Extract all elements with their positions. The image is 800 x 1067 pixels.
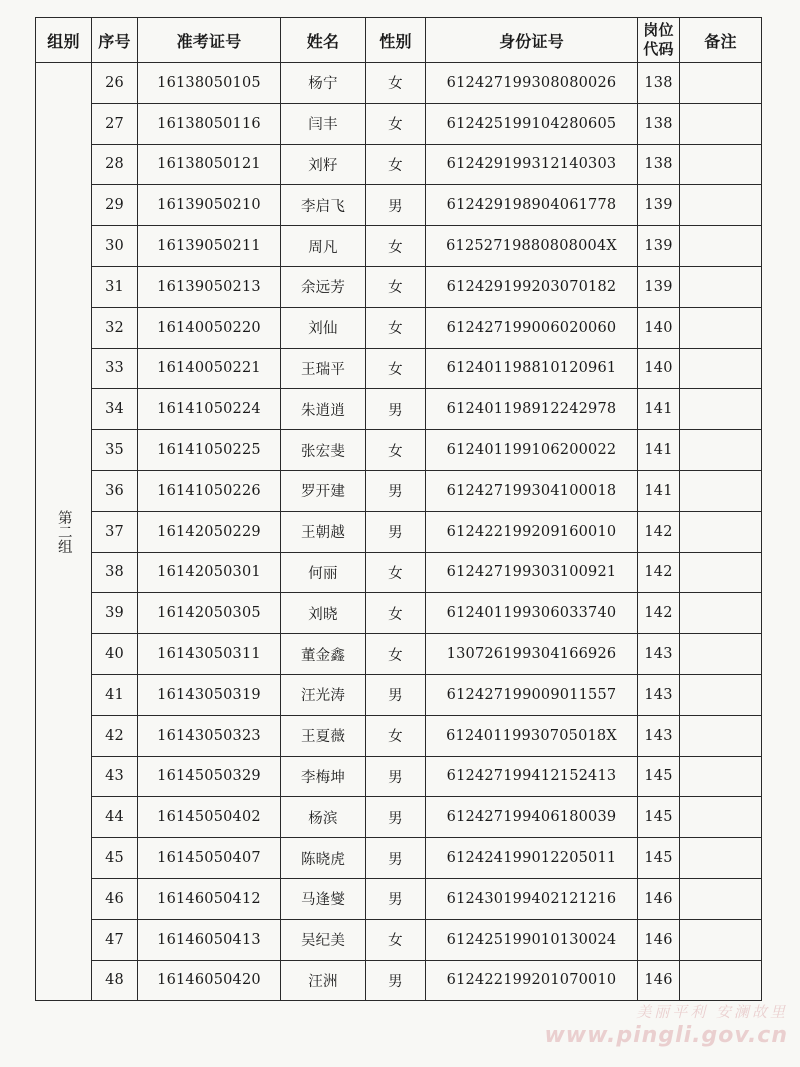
gender-cell: 男 bbox=[366, 756, 426, 797]
post-code-cell: 143 bbox=[638, 634, 680, 675]
seq-cell: 35 bbox=[92, 430, 138, 471]
id-no-cell: 612427199304100018 bbox=[426, 470, 638, 511]
header-name: 姓名 bbox=[281, 18, 366, 63]
exam-no-cell: 16142050305 bbox=[138, 593, 281, 634]
gender-cell: 男 bbox=[366, 878, 426, 919]
exam-no-cell: 16143050323 bbox=[138, 715, 281, 756]
exam-no-cell: 16146050412 bbox=[138, 878, 281, 919]
remarks-cell bbox=[680, 552, 762, 593]
id-no-cell: 612427199412152413 bbox=[426, 756, 638, 797]
id-no-cell: 61240119930705018X bbox=[426, 715, 638, 756]
table-row bbox=[36, 838, 762, 879]
gender-cell: 男 bbox=[366, 511, 426, 552]
id-no-cell: 612429199203070182 bbox=[426, 266, 638, 307]
remarks-cell bbox=[680, 226, 762, 267]
table-row bbox=[36, 797, 762, 838]
name-cell: 何丽 bbox=[281, 552, 366, 593]
exam-no-cell: 16139050213 bbox=[138, 266, 281, 307]
gender-cell: 女 bbox=[366, 266, 426, 307]
seq-cell: 34 bbox=[92, 389, 138, 430]
exam-no-cell: 16138050121 bbox=[138, 144, 281, 185]
remarks-cell bbox=[680, 307, 762, 348]
exam-no-cell: 16138050116 bbox=[138, 103, 281, 144]
table-row bbox=[36, 756, 762, 797]
header-group: 组别 bbox=[36, 18, 92, 63]
post-code-cell: 145 bbox=[638, 838, 680, 879]
table-row bbox=[36, 266, 762, 307]
remarks-cell bbox=[680, 960, 762, 1001]
id-no-cell: 612430199402121216 bbox=[426, 878, 638, 919]
remarks-cell bbox=[680, 593, 762, 634]
remarks-cell bbox=[680, 838, 762, 879]
name-cell: 闫丰 bbox=[281, 103, 366, 144]
table-row bbox=[36, 144, 762, 185]
name-cell: 王朝越 bbox=[281, 511, 366, 552]
watermark-slogan: 美丽平利 安澜故里 bbox=[636, 1002, 788, 1021]
exam-no-cell: 16138050105 bbox=[138, 63, 281, 104]
id-no-cell: 612401198810120961 bbox=[426, 348, 638, 389]
table-row bbox=[36, 552, 762, 593]
post-code-cell: 141 bbox=[638, 389, 680, 430]
gender-cell: 男 bbox=[366, 185, 426, 226]
seq-cell: 41 bbox=[92, 674, 138, 715]
table-row bbox=[36, 185, 762, 226]
remarks-cell bbox=[680, 511, 762, 552]
id-no-cell: 612401199306033740 bbox=[426, 593, 638, 634]
exam-no-cell: 16140050220 bbox=[138, 307, 281, 348]
post-code-cell: 145 bbox=[638, 756, 680, 797]
post-code-cell: 139 bbox=[638, 185, 680, 226]
seq-cell: 37 bbox=[92, 511, 138, 552]
exam-no-cell: 16145050402 bbox=[138, 797, 281, 838]
gender-cell: 女 bbox=[366, 430, 426, 471]
id-no-cell: 612401199106200022 bbox=[426, 430, 638, 471]
id-no-cell: 612427199303100921 bbox=[426, 552, 638, 593]
remarks-cell bbox=[680, 266, 762, 307]
name-cell: 汪洲 bbox=[281, 960, 366, 1001]
exam-no-cell: 16141050226 bbox=[138, 470, 281, 511]
gender-cell: 女 bbox=[366, 103, 426, 144]
remarks-cell bbox=[680, 878, 762, 919]
post-code-cell: 139 bbox=[638, 266, 680, 307]
post-code-cell: 138 bbox=[638, 144, 680, 185]
exam-no-cell: 16142050229 bbox=[138, 511, 281, 552]
name-cell: 罗开建 bbox=[281, 470, 366, 511]
exam-no-cell: 16143050319 bbox=[138, 674, 281, 715]
exam-no-cell: 16140050221 bbox=[138, 348, 281, 389]
gender-cell: 女 bbox=[366, 307, 426, 348]
seq-cell: 27 bbox=[92, 103, 138, 144]
name-cell: 董金鑫 bbox=[281, 634, 366, 675]
seq-cell: 33 bbox=[92, 348, 138, 389]
gender-cell: 女 bbox=[366, 715, 426, 756]
header-post-line2: 代码 bbox=[643, 40, 674, 58]
seq-cell: 32 bbox=[92, 307, 138, 348]
remarks-cell bbox=[680, 389, 762, 430]
gender-cell: 女 bbox=[366, 226, 426, 267]
name-cell: 杨滨 bbox=[281, 797, 366, 838]
header-seq: 序号 bbox=[92, 18, 138, 63]
seq-cell: 48 bbox=[92, 960, 138, 1001]
name-cell: 李启飞 bbox=[281, 185, 366, 226]
remarks-cell bbox=[680, 674, 762, 715]
exam-no-cell: 16142050301 bbox=[138, 552, 281, 593]
id-no-cell: 130726199304166926 bbox=[426, 634, 638, 675]
post-code-cell: 141 bbox=[638, 430, 680, 471]
post-code-cell: 140 bbox=[638, 348, 680, 389]
id-no-cell: 612427199006020060 bbox=[426, 307, 638, 348]
name-cell: 王瑞平 bbox=[281, 348, 366, 389]
id-no-cell: 612425199104280605 bbox=[426, 103, 638, 144]
table-row bbox=[36, 674, 762, 715]
header-row bbox=[36, 18, 762, 63]
exam-no-cell: 16143050311 bbox=[138, 634, 281, 675]
id-no-cell: 612422199201070010 bbox=[426, 960, 638, 1001]
header-exam-no: 准考证号 bbox=[138, 18, 281, 63]
name-cell: 汪光涛 bbox=[281, 674, 366, 715]
name-cell: 周凡 bbox=[281, 226, 366, 267]
watermark bbox=[544, 1003, 788, 1049]
header-id-no: 身份证号 bbox=[426, 18, 638, 63]
gender-cell: 男 bbox=[366, 470, 426, 511]
name-cell: 吴纪美 bbox=[281, 919, 366, 960]
name-cell: 陈晓虎 bbox=[281, 838, 366, 879]
name-cell: 李梅坤 bbox=[281, 756, 366, 797]
id-no-cell: 612429199312140303 bbox=[426, 144, 638, 185]
exam-no-cell: 16139050211 bbox=[138, 226, 281, 267]
post-code-cell: 141 bbox=[638, 470, 680, 511]
header-post-line1: 岗位 bbox=[643, 21, 674, 39]
remarks-cell bbox=[680, 63, 762, 104]
post-code-cell: 142 bbox=[638, 552, 680, 593]
remarks-cell bbox=[680, 144, 762, 185]
seq-cell: 45 bbox=[92, 838, 138, 879]
name-cell: 朱逍逍 bbox=[281, 389, 366, 430]
seq-cell: 46 bbox=[92, 878, 138, 919]
post-code-cell: 139 bbox=[638, 226, 680, 267]
remarks-cell bbox=[680, 103, 762, 144]
table-row bbox=[36, 715, 762, 756]
id-no-cell: 612427199406180039 bbox=[426, 797, 638, 838]
exam-no-cell: 16145050407 bbox=[138, 838, 281, 879]
name-cell: 马逢燮 bbox=[281, 878, 366, 919]
gender-cell: 女 bbox=[366, 348, 426, 389]
post-code-cell: 143 bbox=[638, 674, 680, 715]
id-no-cell: 612401198912242978 bbox=[426, 389, 638, 430]
seq-cell: 43 bbox=[92, 756, 138, 797]
exam-no-cell: 16141050225 bbox=[138, 430, 281, 471]
table-row bbox=[36, 511, 762, 552]
remarks-cell bbox=[680, 470, 762, 511]
seq-cell: 44 bbox=[92, 797, 138, 838]
post-code-cell: 138 bbox=[638, 103, 680, 144]
table-row bbox=[36, 389, 762, 430]
seq-cell: 31 bbox=[92, 266, 138, 307]
table-row bbox=[36, 348, 762, 389]
gender-cell: 女 bbox=[366, 63, 426, 104]
id-no-cell: 612424199012205011 bbox=[426, 838, 638, 879]
remarks-cell bbox=[680, 715, 762, 756]
table-row bbox=[36, 226, 762, 267]
table-row bbox=[36, 63, 762, 104]
post-code-cell: 145 bbox=[638, 797, 680, 838]
candidate-table bbox=[35, 17, 762, 1001]
header-remarks: 备注 bbox=[680, 18, 762, 63]
gender-cell: 女 bbox=[366, 919, 426, 960]
table-body bbox=[36, 63, 762, 1001]
name-cell: 张宏斐 bbox=[281, 430, 366, 471]
id-no-cell: 612427199308080026 bbox=[426, 63, 638, 104]
name-cell: 刘仙 bbox=[281, 307, 366, 348]
seq-cell: 30 bbox=[92, 226, 138, 267]
exam-no-cell: 16146050420 bbox=[138, 960, 281, 1001]
table-row bbox=[36, 919, 762, 960]
gender-cell: 女 bbox=[366, 593, 426, 634]
gender-cell: 男 bbox=[366, 674, 426, 715]
table-row bbox=[36, 878, 762, 919]
table-row bbox=[36, 307, 762, 348]
seq-cell: 36 bbox=[92, 470, 138, 511]
id-no-cell: 612425199010130024 bbox=[426, 919, 638, 960]
name-cell: 刘籽 bbox=[281, 144, 366, 185]
watermark-site: www.pingli.gov.cn bbox=[544, 1022, 788, 1048]
table-row bbox=[36, 103, 762, 144]
post-code-cell: 146 bbox=[638, 878, 680, 919]
exam-no-cell: 16141050224 bbox=[138, 389, 281, 430]
post-code-cell: 146 bbox=[638, 919, 680, 960]
post-code-cell: 142 bbox=[638, 593, 680, 634]
table-row bbox=[36, 430, 762, 471]
post-code-cell: 140 bbox=[638, 307, 680, 348]
id-no-cell: 612422199209160010 bbox=[426, 511, 638, 552]
name-cell: 杨宁 bbox=[281, 63, 366, 104]
table-row bbox=[36, 960, 762, 1001]
table-row bbox=[36, 634, 762, 675]
remarks-cell bbox=[680, 430, 762, 471]
remarks-cell bbox=[680, 756, 762, 797]
remarks-cell bbox=[680, 919, 762, 960]
header-gender: 性别 bbox=[366, 18, 426, 63]
seq-cell: 39 bbox=[92, 593, 138, 634]
name-cell: 刘晓 bbox=[281, 593, 366, 634]
name-cell: 王夏薇 bbox=[281, 715, 366, 756]
gender-cell: 男 bbox=[366, 960, 426, 1001]
gender-cell: 男 bbox=[366, 389, 426, 430]
gender-cell: 女 bbox=[366, 144, 426, 185]
seq-cell: 38 bbox=[92, 552, 138, 593]
post-code-cell: 138 bbox=[638, 63, 680, 104]
seq-cell: 26 bbox=[92, 63, 138, 104]
id-no-cell: 612429198904061778 bbox=[426, 185, 638, 226]
gender-cell: 女 bbox=[366, 634, 426, 675]
post-code-cell: 143 bbox=[638, 715, 680, 756]
post-code-cell: 142 bbox=[638, 511, 680, 552]
remarks-cell bbox=[680, 634, 762, 675]
exam-no-cell: 16145050329 bbox=[138, 756, 281, 797]
table-row bbox=[36, 470, 762, 511]
id-no-cell: 61252719880808004X bbox=[426, 226, 638, 267]
exam-no-cell: 16146050413 bbox=[138, 919, 281, 960]
gender-cell: 男 bbox=[366, 797, 426, 838]
seq-cell: 29 bbox=[92, 185, 138, 226]
gender-cell: 女 bbox=[366, 552, 426, 593]
post-code-cell: 146 bbox=[638, 960, 680, 1001]
remarks-cell bbox=[680, 185, 762, 226]
header-post-code bbox=[638, 18, 680, 63]
remarks-cell bbox=[680, 797, 762, 838]
id-no-cell: 612427199009011557 bbox=[426, 674, 638, 715]
name-cell: 余远芳 bbox=[281, 266, 366, 307]
seq-cell: 47 bbox=[92, 919, 138, 960]
group-cell: 第二组 bbox=[36, 63, 92, 1001]
seq-cell: 40 bbox=[92, 634, 138, 675]
seq-cell: 28 bbox=[92, 144, 138, 185]
seq-cell: 42 bbox=[92, 715, 138, 756]
remarks-cell bbox=[680, 348, 762, 389]
table-row bbox=[36, 593, 762, 634]
exam-no-cell: 16139050210 bbox=[138, 185, 281, 226]
gender-cell: 男 bbox=[366, 838, 426, 879]
